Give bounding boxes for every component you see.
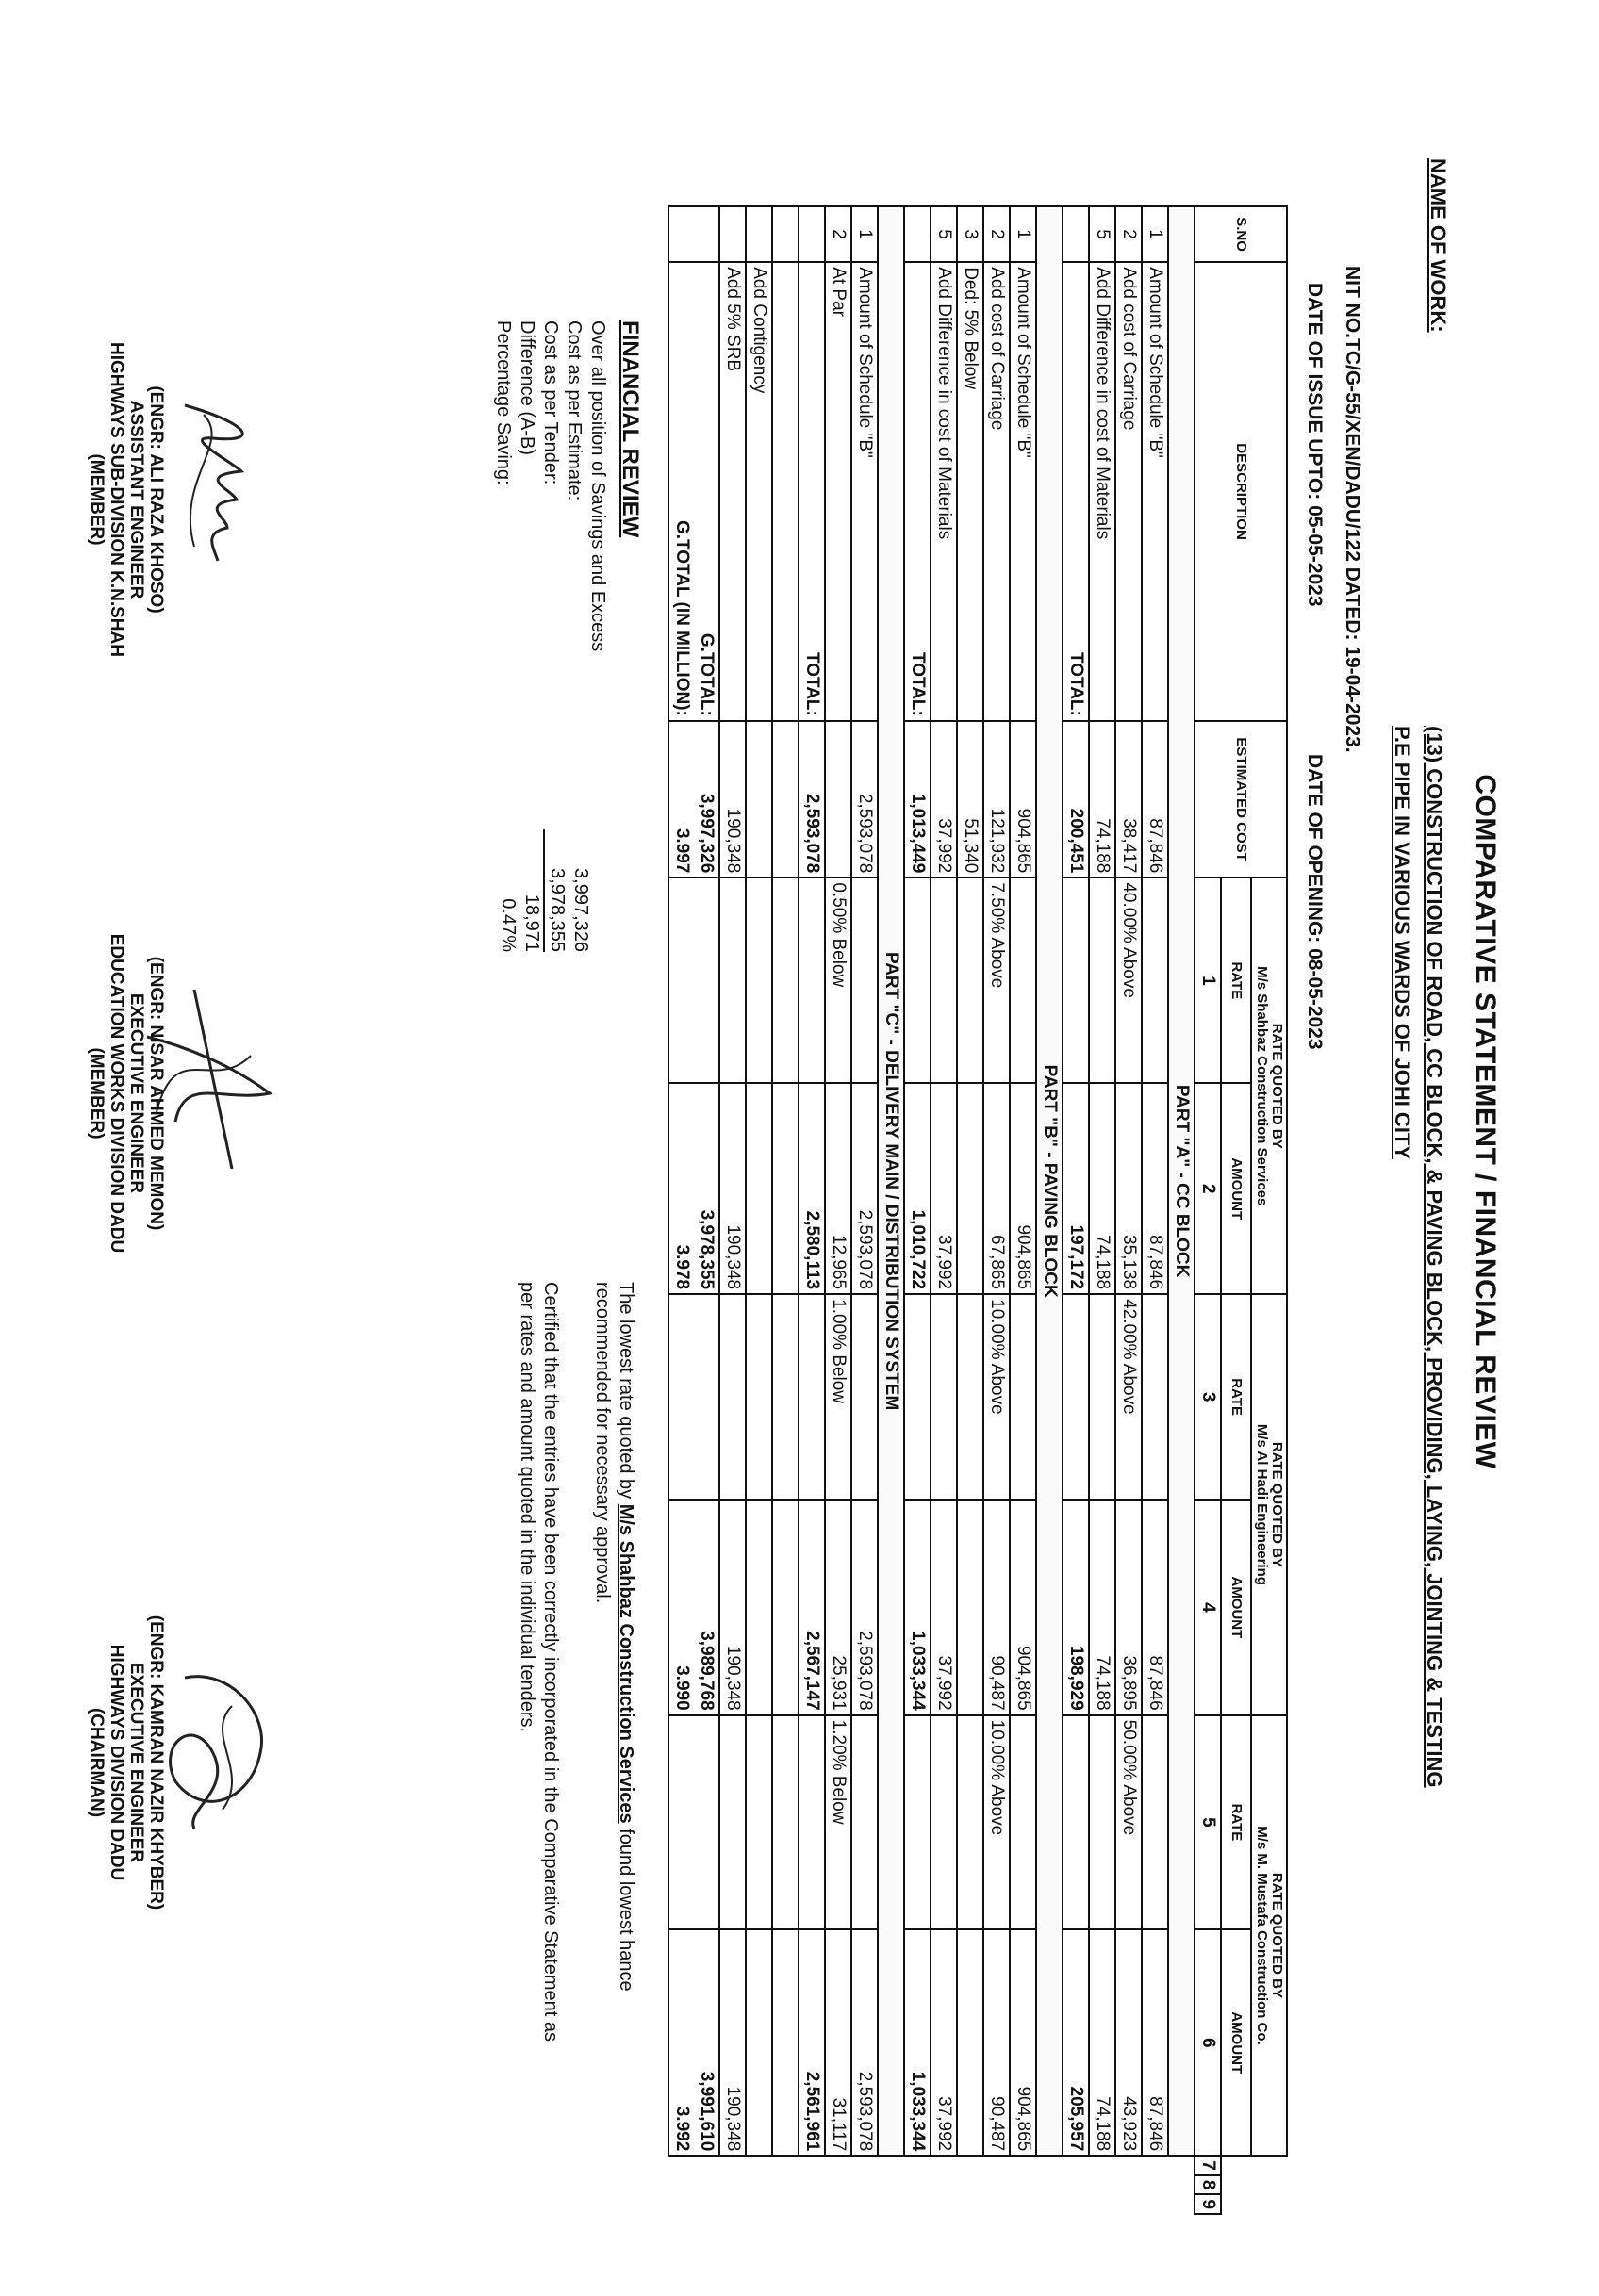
cell-r1 bbox=[957, 877, 983, 1083]
cell-desc: Ded: 5% Below bbox=[957, 262, 983, 721]
signatory-name: (ENGR: NISAR AHMED MEMON) bbox=[146, 956, 166, 1231]
gtotal-million-est: 3.997 bbox=[668, 721, 694, 878]
cell-a1 bbox=[957, 1083, 983, 1294]
cell-est: 74,188 bbox=[1089, 721, 1115, 878]
table-row bbox=[1010, 206, 1036, 2214]
cell-a1: 87,846 bbox=[1142, 1083, 1168, 1294]
gtotal-row bbox=[694, 206, 719, 2214]
total-label: TOTAL: bbox=[904, 262, 931, 721]
lowest-rate-note bbox=[590, 1282, 637, 2055]
signatory-designation: EXECUTIVE ENGINEER bbox=[126, 1662, 146, 1863]
part-c-title-row bbox=[878, 206, 904, 2214]
signature-mark-3 bbox=[147, 1659, 288, 1847]
cell-r3: 50.00% Above bbox=[1115, 1715, 1142, 1930]
cell-r1 bbox=[931, 877, 957, 1083]
nit-number: NIT NO.TC/G-55/XEN/DADU/122 DATED: 19-04-2023. bbox=[1342, 266, 1363, 753]
part-a-title: PART "A" - CC BLOCK bbox=[1168, 206, 1195, 2156]
signatory-2 bbox=[87, 867, 166, 1320]
cell-desc: Add cost of Carriage bbox=[983, 262, 1010, 721]
cell-a3: 90,487 bbox=[983, 1929, 1010, 2156]
document-title: COMPARATIVE STATEMENT / FINANCIAL REVIEW bbox=[1470, 774, 1501, 1469]
gtotal-a2: 3,989,768 bbox=[694, 1500, 719, 1715]
total-a3: 205,957 bbox=[1063, 1929, 1089, 2156]
cell-desc: Amount of Schedule "B" bbox=[1010, 262, 1036, 721]
col-num: 1 bbox=[1195, 877, 1221, 1083]
gtotal-million-row bbox=[668, 206, 694, 2214]
fin-value: 3,997,326 bbox=[570, 868, 591, 952]
fin-line: Difference (A-B) bbox=[517, 320, 537, 456]
cell-desc: Add Difference in cost of Materials bbox=[931, 262, 957, 721]
fin-line: Over all position of Savings and Excess bbox=[587, 320, 608, 652]
rate-quoted-by: RATE QUOTED BY bbox=[1269, 1023, 1285, 1149]
table-row bbox=[1115, 206, 1142, 2214]
signatory-name: (ENGR: KAMRAN NAZIR KHYBER) bbox=[146, 1615, 166, 1911]
cell-desc: Add cost of Carriage bbox=[1115, 262, 1142, 721]
header-description: DESCRIPTION bbox=[1195, 262, 1287, 721]
table-row bbox=[799, 206, 825, 2214]
comparative-table bbox=[668, 205, 1288, 2215]
table-row bbox=[957, 206, 983, 2214]
cell-sno: 1 bbox=[851, 206, 878, 262]
contingency-row bbox=[746, 206, 772, 2214]
cell-r3 bbox=[1089, 1715, 1115, 1930]
cell-desc: Add Difference in cost of Materials bbox=[1089, 262, 1115, 721]
gtotal-million-a3: 3.992 bbox=[668, 1929, 694, 2156]
srb-est: 190,348 bbox=[719, 721, 746, 878]
cell-r3 bbox=[1010, 1715, 1036, 1930]
cell-a2: 904,865 bbox=[1010, 1500, 1036, 1715]
fin-line: Cost as per Tender: bbox=[540, 320, 561, 485]
table-row bbox=[983, 206, 1010, 2214]
cell-est bbox=[825, 721, 851, 878]
note-post: found lowest hance recommended for necessary approval. bbox=[592, 1282, 636, 1992]
header-row-1 bbox=[1251, 206, 1287, 2214]
header-bidder-1 bbox=[1251, 877, 1287, 1294]
cell-r1 bbox=[1010, 877, 1036, 1083]
header-bidder-2 bbox=[1251, 1294, 1287, 1715]
col-num: 6 bbox=[1195, 1929, 1221, 2156]
fin-line: Percentage Saving: bbox=[493, 320, 514, 485]
srb-label: Add 5% SRB bbox=[719, 262, 746, 721]
fin-value: 18,971 bbox=[521, 894, 542, 952]
note-pre: The lowest rate quoted by bbox=[616, 1282, 636, 1504]
col-num: 2 bbox=[1195, 1083, 1221, 1294]
date-of-opening: DATE OF OPENING: 08-05-2023 bbox=[1304, 754, 1326, 1050]
signature-mark-1 bbox=[157, 386, 270, 575]
total-label: TOTAL: bbox=[1063, 262, 1089, 721]
total-a2: 198,929 bbox=[1063, 1500, 1089, 1715]
cell-a1: 12,965 bbox=[825, 1083, 851, 1294]
cell-est: 37,992 bbox=[931, 721, 957, 878]
cell-a2: 74,188 bbox=[1089, 1500, 1115, 1715]
cell-r3: 1.20% Below bbox=[825, 1715, 851, 1930]
blank-row bbox=[772, 206, 799, 2214]
col-num: 8 bbox=[1195, 2175, 1221, 2195]
cell-a3: 2,593,078 bbox=[851, 1929, 878, 2156]
srb-a2: 190,348 bbox=[719, 1500, 746, 1715]
rate-quoted-by: RATE QUOTED BY bbox=[1269, 1441, 1285, 1567]
part-a-title-row bbox=[1168, 206, 1195, 2214]
cell-est: 904,865 bbox=[1010, 721, 1036, 878]
signatory-designation: EXECUTIVE ENGINEER bbox=[126, 992, 146, 1194]
cell-desc: Amount of Schedule "B" bbox=[851, 262, 878, 721]
cell-desc: Amount of Schedule "B" bbox=[1142, 262, 1168, 721]
bidder-1-name: M/s Shahbaz Construction Services bbox=[1254, 966, 1270, 1206]
cell-a3: 87,846 bbox=[1142, 1929, 1168, 2156]
cell-r2 bbox=[931, 1294, 957, 1500]
cell-a1: 37,992 bbox=[931, 1083, 957, 1294]
header-rate: RATE bbox=[1221, 1294, 1251, 1500]
total-a1: 1,010,722 bbox=[904, 1083, 931, 1294]
total-label: TOTAL: bbox=[799, 262, 825, 721]
note-firm: M/s Shahbaz Construction Services bbox=[616, 1503, 636, 1824]
cell-est: 121,932 bbox=[983, 721, 1010, 878]
name-of-work: (13) CONSTRUCTION OF ROAD, CC BLOCK, & PAVING BLOCK, PROVIDING, LAYING, JOINTING & TESTING P.E PIPE IN VARIOUS WARDS OF JOHI CITY bbox=[1391, 726, 1446, 1788]
cell-sno: 1 bbox=[1010, 206, 1036, 262]
financial-review-heading: FINANCIAL REVIEW bbox=[618, 320, 643, 538]
gtotal-est: 3,997,326 bbox=[694, 721, 719, 878]
cell-sno: 5 bbox=[931, 206, 957, 262]
cell-desc: At Par bbox=[825, 262, 851, 721]
total-a2: 2,567,147 bbox=[799, 1500, 825, 1715]
name-of-work-label: NAME OF WORK: bbox=[1426, 158, 1450, 333]
gtotal-million-label: G.TOTAL (IN MILLION): bbox=[668, 262, 694, 721]
table-row bbox=[931, 206, 957, 2214]
cell-sno: 1 bbox=[1142, 206, 1168, 262]
cell-r2: 1.00% Below bbox=[825, 1294, 851, 1500]
total-est: 2,593,078 bbox=[799, 721, 825, 878]
cell-est: 51,340 bbox=[957, 721, 983, 878]
cell-r1: 7.50% Above bbox=[983, 877, 1010, 1083]
cell-r3: 10.00% Above bbox=[983, 1715, 1010, 1930]
header-rate: RATE bbox=[1221, 1715, 1251, 1930]
part-c-title: PART "C" - DELIVERY MAIN / DISTRIBUTION SYSTEM bbox=[878, 206, 904, 2156]
header-amount: AMOUNT bbox=[1221, 1083, 1251, 1294]
cell-r2: 10.00% Above bbox=[983, 1294, 1010, 1500]
date-of-issue: DATE OF ISSUE UPTO: 05-05-2023 bbox=[1304, 283, 1326, 607]
signatory-3 bbox=[87, 1546, 166, 1979]
col-num: 5 bbox=[1195, 1715, 1221, 1930]
cell-a2: 2,593,078 bbox=[851, 1500, 878, 1715]
financial-review-labels bbox=[491, 320, 609, 651]
cell-a3: 904,865 bbox=[1010, 1929, 1036, 2156]
header-rate: RATE bbox=[1221, 877, 1251, 1083]
total-a3: 2,561,961 bbox=[799, 1929, 825, 2156]
srb-a3: 190,348 bbox=[719, 1929, 746, 2156]
col-num: 9 bbox=[1195, 2194, 1221, 2214]
cell-a1: 2,593,078 bbox=[851, 1083, 878, 1294]
cell-a1: 35,138 bbox=[1115, 1083, 1142, 1294]
cell-est: 2,593,078 bbox=[851, 721, 878, 878]
cell-r1: 40.00% Above bbox=[1115, 877, 1142, 1083]
cell-a2: 87,846 bbox=[1142, 1500, 1168, 1715]
cell-r2 bbox=[851, 1294, 878, 1500]
header-amount: AMOUNT bbox=[1221, 1500, 1251, 1715]
contingency-label: Add Contigency bbox=[746, 262, 772, 721]
cell-r3 bbox=[1142, 1715, 1168, 1930]
cell-r1 bbox=[1142, 877, 1168, 1083]
cell-a2: 25,931 bbox=[825, 1500, 851, 1715]
total-a3: 1,033,344 bbox=[904, 1929, 931, 2156]
cell-r2: 42.00% Above bbox=[1115, 1294, 1142, 1500]
signatory-role: (CHAIRMAN) bbox=[87, 1707, 107, 1818]
gtotal-label: G.TOTAL: bbox=[694, 262, 719, 721]
signatory-1 bbox=[87, 283, 166, 716]
cell-sno: 3 bbox=[957, 206, 983, 262]
gtotal-a1: 3,978,355 bbox=[694, 1083, 719, 1294]
signatory-office: HIGHWAYS DIVISION DADU bbox=[107, 1644, 126, 1881]
cell-a3: 43,923 bbox=[1115, 1929, 1142, 2156]
total-est: 200,451 bbox=[1063, 721, 1089, 878]
cell-sno: 2 bbox=[825, 206, 851, 262]
signatory-role: (MEMBER) bbox=[87, 453, 107, 546]
cell-a2: 36,895 bbox=[1115, 1500, 1142, 1715]
signatory-name: (ENGR: ALI RAZA KHOSO) bbox=[146, 385, 166, 614]
signatory-office: EDUCATION WORKS DIVISION DADU bbox=[107, 933, 126, 1254]
cell-sno: 5 bbox=[1089, 206, 1115, 262]
total-est: 1,013,449 bbox=[904, 721, 931, 878]
col-num: 4 bbox=[1195, 1500, 1221, 1715]
srb-a1: 190,348 bbox=[719, 1083, 746, 1294]
cell-a1: 904,865 bbox=[1010, 1083, 1036, 1294]
bidder-3-name: M/s M. Mustafa Construction Co. bbox=[1254, 1826, 1270, 2045]
cell-a2 bbox=[957, 1500, 983, 1715]
rate-quoted-by: RATE QUOTED BY bbox=[1269, 1872, 1285, 1998]
cell-r2 bbox=[1010, 1294, 1036, 1500]
part-b-title: PART "B" - PAVING BLOCK bbox=[1036, 206, 1063, 2156]
cell-sno: 2 bbox=[983, 206, 1010, 262]
table-row bbox=[904, 206, 931, 2214]
fin-line: Cost as per Estimate: bbox=[564, 320, 585, 501]
cell-r2 bbox=[957, 1294, 983, 1500]
header-sno: S.NO bbox=[1195, 206, 1287, 262]
cell-r1 bbox=[851, 877, 878, 1083]
financial-review-values bbox=[496, 829, 592, 952]
cell-a2: 37,992 bbox=[931, 1500, 957, 1715]
cell-a3 bbox=[957, 1929, 983, 2156]
table-row bbox=[851, 206, 878, 2214]
signatory-role: (MEMBER) bbox=[87, 1047, 107, 1140]
cell-a2: 90,487 bbox=[983, 1500, 1010, 1715]
cell-a1: 74,188 bbox=[1089, 1083, 1115, 1294]
cell-a3: 37,992 bbox=[931, 1929, 957, 2156]
signatory-designation: ASSISTANT ENGINEER bbox=[126, 400, 146, 599]
cell-est: 87,846 bbox=[1142, 721, 1168, 878]
cell-r1 bbox=[1089, 877, 1115, 1083]
header-estimated-cost: ESTIMATED COST bbox=[1195, 721, 1287, 878]
gtotal-a3: 3,991,610 bbox=[694, 1929, 719, 2156]
cell-r3 bbox=[957, 1715, 983, 1930]
certification-note: Certified that the entries have been correctly incorporated in the Comparative Statement as per rates and amount quoted in the individual tenders. bbox=[517, 1282, 561, 2042]
cell-r2 bbox=[1142, 1294, 1168, 1500]
cell-est: 38,417 bbox=[1115, 721, 1142, 878]
signatory-office: HIGHWAYS SUB-DIVISION K.N.SHAH bbox=[107, 342, 126, 657]
fin-value: 0.47% bbox=[498, 898, 519, 952]
part-b-title-row bbox=[1036, 206, 1063, 2214]
table-row bbox=[1063, 206, 1089, 2214]
cell-r3 bbox=[851, 1715, 878, 1930]
cell-r1: 0.50% Below bbox=[825, 877, 851, 1083]
header-bidder-3 bbox=[1251, 1715, 1287, 2157]
total-a1: 197,172 bbox=[1063, 1083, 1089, 1294]
srb-row bbox=[719, 206, 746, 2214]
cell-sno: 2 bbox=[1115, 206, 1142, 262]
cell-r2 bbox=[1089, 1294, 1115, 1500]
table-row bbox=[1142, 206, 1168, 2214]
cell-r3 bbox=[931, 1715, 957, 1930]
cell-a3: 74,188 bbox=[1089, 1929, 1115, 2156]
table-row bbox=[1089, 206, 1115, 2214]
total-a1: 2,580,113 bbox=[799, 1083, 825, 1294]
table-row bbox=[825, 206, 851, 2214]
cell-a1: 67,865 bbox=[983, 1083, 1010, 1294]
fin-value: 3,978,355 bbox=[543, 829, 569, 952]
header-amount: AMOUNT bbox=[1221, 1929, 1251, 2156]
cell-a3: 31,117 bbox=[825, 1929, 851, 2156]
col-num: 3 bbox=[1195, 1294, 1221, 1500]
gtotal-million-a2: 3.990 bbox=[668, 1500, 694, 1715]
col-num: 7 bbox=[1195, 2156, 1221, 2175]
bidder-2-name: M/s Al Hadi Engineering bbox=[1254, 1423, 1270, 1585]
gtotal-million-a1: 3.978 bbox=[668, 1083, 694, 1294]
total-a2: 1,033,344 bbox=[904, 1500, 931, 1715]
